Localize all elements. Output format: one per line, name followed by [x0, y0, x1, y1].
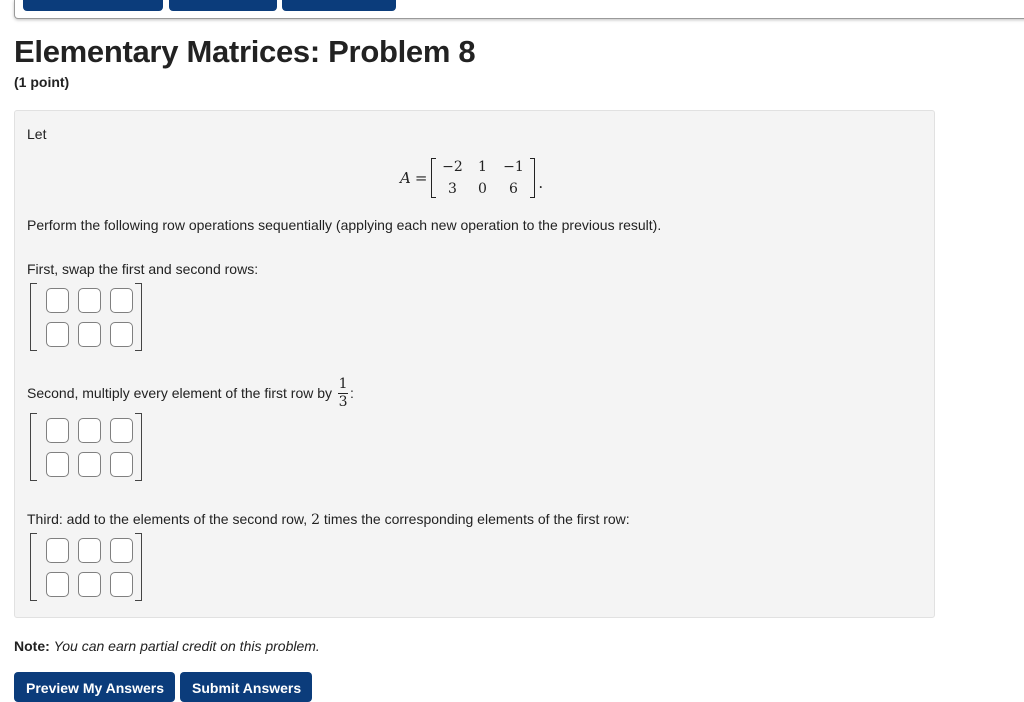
- answer-cell[interactable]: [78, 322, 101, 347]
- right-bracket: [135, 283, 142, 351]
- matrix-a-cell: −1: [503, 159, 524, 175]
- fraction-denominator: 3: [338, 393, 348, 410]
- answer-cell[interactable]: [110, 452, 133, 477]
- answer-cell[interactable]: [78, 288, 101, 313]
- answer-cell[interactable]: [110, 538, 133, 563]
- answer-cell[interactable]: [46, 452, 69, 477]
- matrix-a-cell: 3: [447, 181, 457, 197]
- instruction-text: Perform the following row operations sequentially (applying each new operation to the previous result).: [27, 217, 662, 233]
- step-2-suffix: :: [350, 385, 354, 401]
- left-bracket: [431, 158, 436, 198]
- matrix-a-cell: −2: [442, 159, 463, 175]
- answer-cell[interactable]: [110, 322, 133, 347]
- right-bracket: [530, 158, 535, 198]
- left-bracket: [30, 533, 37, 601]
- answer-cell[interactable]: [110, 418, 133, 443]
- answer-matrix-1: [30, 282, 142, 352]
- step-3-text: [27, 511, 630, 528]
- answer-cell[interactable]: [78, 572, 101, 597]
- note-label: Note:: [14, 638, 50, 654]
- fraction-numerator: 1: [338, 375, 348, 392]
- preview-answers-button[interactable]: Preview My Answers: [14, 672, 175, 702]
- answer-grid-2: [41, 413, 137, 481]
- answer-cell[interactable]: [46, 418, 69, 443]
- step-3-suffix: times the corresponding elements of the first row:: [323, 511, 630, 527]
- note: [14, 638, 320, 654]
- point-value: (1 point): [14, 74, 70, 90]
- answer-matrix-3: [30, 532, 142, 602]
- matrix-variable: A: [400, 169, 411, 187]
- equals-sign: =: [414, 169, 428, 187]
- let-label: Let: [27, 126, 47, 142]
- matrix-a-cell: 1: [477, 159, 487, 175]
- answer-cell[interactable]: [110, 572, 133, 597]
- submit-answers-button[interactable]: Submit Answers: [180, 672, 312, 702]
- answer-grid-3: [41, 533, 137, 601]
- top-nav-button-2[interactable]: [169, 0, 277, 11]
- answer-cell[interactable]: [78, 452, 101, 477]
- top-toolbar: [14, 0, 1024, 19]
- matrix-a-cell: 6: [508, 181, 518, 197]
- page-title: Elementary Matrices: Problem 8: [14, 34, 476, 69]
- matrix-a-grid: [437, 156, 529, 200]
- note-text: You can earn partial credit on this problem.: [53, 638, 320, 654]
- left-bracket: [30, 413, 37, 481]
- step-3-number: 2: [311, 512, 320, 528]
- top-nav-button-1[interactable]: [23, 0, 163, 11]
- matrix-a-definition: [400, 156, 543, 200]
- right-bracket: [135, 533, 142, 601]
- left-bracket: [30, 283, 37, 351]
- step-3-prefix: Third: add to the elements of the second row,: [27, 511, 308, 527]
- answer-cell[interactable]: [46, 538, 69, 563]
- step-2-text: [27, 374, 354, 412]
- matrix-period: .: [538, 174, 544, 192]
- fraction: [338, 377, 348, 410]
- answer-cell[interactable]: [78, 418, 101, 443]
- answer-matrix-2: [30, 412, 142, 482]
- answer-cell[interactable]: [78, 538, 101, 563]
- answer-grid-1: [41, 283, 137, 351]
- right-bracket: [135, 413, 142, 481]
- top-nav-button-3[interactable]: [282, 0, 396, 11]
- answer-cell[interactable]: [46, 572, 69, 597]
- step-2-prefix: Second, multiply every element of the first row by: [27, 385, 333, 401]
- answer-cell[interactable]: [110, 288, 133, 313]
- answer-cell[interactable]: [46, 288, 69, 313]
- answer-cell[interactable]: [46, 322, 69, 347]
- step-1-text: First, swap the first and second rows:: [27, 261, 259, 277]
- matrix-a-cell: 0: [477, 181, 487, 197]
